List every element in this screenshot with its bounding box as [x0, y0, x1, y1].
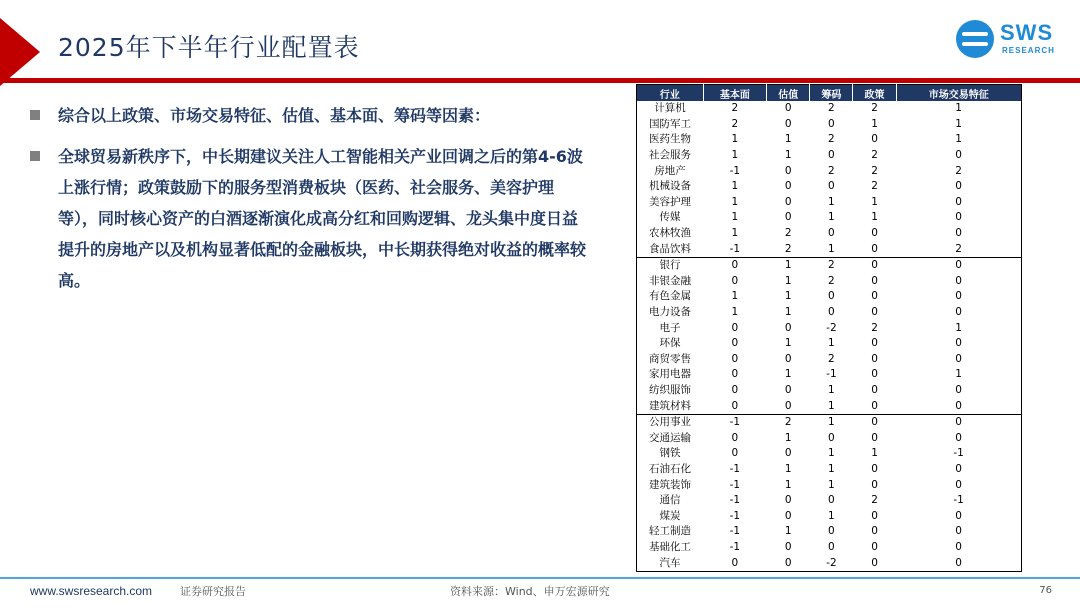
table-row: [637, 274, 1022, 290]
table-header-row: [637, 85, 1022, 102]
table-row: [637, 163, 1022, 179]
score-cell: 0: [955, 290, 962, 303]
industry-cell: 电力设备: [649, 306, 691, 319]
table-row: [637, 241, 1022, 257]
bullet-text: 综合以上政策、市场交易特征、估值、基本面、筹码等因素：: [58, 106, 491, 125]
score-cell: 2: [828, 274, 835, 287]
table-row: [637, 398, 1022, 414]
score-cell: 1: [784, 306, 792, 319]
table-row: [637, 210, 1022, 226]
score-cell: -1: [729, 509, 741, 522]
industry-cell: 社会服务: [649, 149, 691, 162]
score-cell: 0: [784, 556, 792, 569]
score-cell: 0: [955, 525, 962, 538]
score-cell: 0: [871, 290, 878, 303]
score-cell: 1: [784, 368, 792, 381]
score-cell: 0: [871, 540, 878, 553]
score-cell: 0: [784, 180, 792, 193]
table-row: [637, 320, 1022, 336]
score-cell: 0: [784, 352, 792, 365]
score-cell: 1: [731, 180, 739, 193]
table-row: [637, 477, 1022, 493]
score-cell: 0: [871, 274, 878, 287]
score-cell: 0: [955, 478, 962, 491]
sws-logo: [956, 20, 1056, 60]
score-cell: 1: [731, 290, 739, 303]
score-cell: 0: [871, 337, 878, 350]
score-cell: 1: [731, 133, 739, 146]
score-cell: 0: [784, 494, 792, 507]
table-row: [637, 289, 1022, 305]
industry-cell: 电子: [659, 321, 681, 334]
table-row: [637, 446, 1022, 462]
score-cell: 0: [896, 414, 1021, 430]
score-cell: 1: [767, 257, 810, 273]
industry-cell: 基础化工: [649, 540, 691, 553]
score-cell: 1: [828, 195, 835, 208]
score-cell: -1: [729, 242, 741, 255]
allocation-table: [636, 84, 1022, 572]
score-cell: 0: [871, 242, 878, 255]
industry-cell: 非银金融: [649, 274, 691, 287]
table-row: [637, 179, 1022, 195]
score-cell: 2: [828, 352, 835, 365]
industry-cell: 商贸零售: [649, 352, 691, 365]
industry-cell: 家用电器: [649, 368, 691, 381]
table-row: [637, 148, 1022, 164]
score-cell: 1: [955, 368, 962, 381]
score-cell: 0: [871, 133, 878, 146]
score-cell: -1: [729, 525, 741, 538]
score-cell: 0: [828, 431, 835, 444]
score-cell: 0: [871, 368, 878, 381]
page-title: 2025年下半年行业配置表: [58, 33, 360, 62]
industry-cell: 建筑装饰: [649, 478, 691, 491]
score-cell: 1: [784, 431, 792, 444]
score-cell: -2: [826, 321, 837, 334]
industry-cell: 计算机: [654, 102, 686, 115]
score-cell: 2: [731, 102, 739, 115]
score-cell: 0: [955, 195, 962, 208]
score-cell: -1: [729, 494, 741, 507]
score-cell: 0: [828, 290, 835, 303]
table-row: [637, 195, 1022, 211]
score-cell: 0: [871, 227, 878, 240]
table-row: [637, 305, 1022, 321]
score-cell: 0: [955, 227, 962, 240]
score-cell: 2: [955, 242, 962, 255]
industry-cell: 农林牧渔: [649, 227, 691, 240]
score-cell: 0: [828, 149, 835, 162]
industry-cell: 医药生物: [649, 133, 691, 146]
score-cell: -1: [729, 478, 741, 491]
industry-cell: 机械设备: [649, 180, 691, 193]
score-cell: 0: [731, 399, 739, 412]
score-cell: 2: [784, 242, 792, 255]
title-accent-shape: [0, 18, 40, 86]
score-cell: 0: [896, 257, 1021, 273]
score-cell: 1: [871, 195, 878, 208]
bullet-square-icon: [30, 110, 40, 120]
table-row: [637, 383, 1022, 399]
score-cell: 1: [828, 399, 835, 412]
bullet-square-icon: [30, 151, 40, 161]
table-row: [637, 414, 1022, 430]
score-cell: 0: [955, 556, 962, 569]
score-cell: 0: [955, 306, 962, 319]
score-cell: 0: [955, 431, 962, 444]
score-cell: 0: [828, 494, 835, 507]
industry-cell: 轻工制造: [649, 525, 691, 538]
score-cell: 1: [784, 525, 792, 538]
industry-cell: 环保: [659, 337, 681, 350]
table-row: [637, 132, 1022, 148]
table-row: [637, 101, 1022, 117]
score-cell: 1: [784, 133, 792, 146]
score-cell: 0: [871, 509, 878, 522]
title-bar: [0, 18, 1080, 78]
score-cell: 0: [871, 478, 878, 491]
score-cell: 2: [784, 227, 792, 240]
score-cell: 0: [871, 431, 878, 444]
score-cell: 2: [871, 149, 878, 162]
score-cell: 1: [828, 478, 835, 491]
score-cell: 0: [871, 306, 878, 319]
score-cell: 1: [871, 117, 878, 130]
score-cell: 2: [871, 494, 878, 507]
table-row: [637, 493, 1022, 509]
score-cell: 0: [784, 117, 792, 130]
score-cell: 0: [955, 399, 962, 412]
score-cell: 0: [784, 540, 792, 553]
score-cell: -1: [826, 368, 837, 381]
score-cell: 0: [955, 540, 962, 553]
score-cell: 2: [731, 117, 739, 130]
score-cell: -1: [729, 164, 741, 177]
score-cell: 0: [955, 274, 962, 287]
score-cell: 0: [731, 274, 739, 287]
score-cell: 1: [784, 478, 792, 491]
score-cell: -1: [729, 462, 741, 475]
score-cell: 0: [731, 447, 739, 460]
score-cell: 0: [871, 383, 878, 396]
score-cell: 0: [784, 211, 792, 224]
score-cell: 2: [767, 414, 810, 430]
industry-cell: 房地产: [654, 164, 686, 177]
table-row: [637, 540, 1022, 556]
score-cell: 0: [828, 540, 835, 553]
score-cell: -2: [826, 556, 837, 569]
score-cell: 1: [828, 242, 835, 255]
score-cell: 0: [784, 102, 792, 115]
logo-brand: SWS: [1000, 20, 1054, 45]
industry-cell: 煤炭: [659, 509, 681, 522]
score-cell: 0: [955, 509, 962, 522]
score-cell: 0: [828, 306, 835, 319]
score-cell: 0: [955, 211, 962, 224]
score-cell: 0: [784, 383, 792, 396]
table-row: [637, 336, 1022, 352]
score-cell: 0: [784, 447, 792, 460]
score-cell: 2: [828, 133, 835, 146]
industry-cell: 有色金属: [649, 290, 691, 303]
score-cell: 0: [784, 164, 792, 177]
score-cell: 1: [784, 462, 792, 475]
score-cell: 1: [810, 414, 853, 430]
score-cell: 1: [731, 211, 739, 224]
score-cell: 1: [828, 447, 835, 460]
score-cell: 0: [955, 149, 962, 162]
score-cell: 1: [955, 117, 962, 130]
score-cell: 0: [731, 556, 739, 569]
score-cell: 0: [871, 399, 878, 412]
score-cell: 0: [731, 321, 739, 334]
score-cell: 2: [871, 180, 878, 193]
score-cell: 2: [828, 164, 835, 177]
header-valuation: 估值: [767, 85, 810, 102]
industry-cell: 石油石化: [649, 462, 691, 475]
logo-mark-icon: [956, 20, 994, 58]
table-row: [637, 524, 1022, 540]
score-cell: 1: [784, 337, 792, 350]
score-cell: 2: [871, 164, 878, 177]
industry-cell: 纺织服饰: [649, 383, 691, 396]
score-cell: -1: [703, 414, 767, 430]
industry-cell: 食品饮料: [649, 242, 691, 255]
score-cell: -1: [729, 540, 741, 553]
score-cell: 1: [731, 195, 739, 208]
score-cell: 0: [871, 525, 878, 538]
score-cell: 2: [871, 321, 878, 334]
table-row: [637, 508, 1022, 524]
score-cell: 0: [784, 195, 792, 208]
score-cell: 0: [871, 352, 878, 365]
industry-cell: 美容护理: [649, 195, 691, 208]
score-cell: 0: [871, 556, 878, 569]
footer-divider: [0, 577, 1080, 579]
industry-cell: 国防军工: [649, 117, 691, 130]
score-cell: 1: [828, 211, 835, 224]
industry-allocation-table: [636, 84, 1022, 572]
score-cell: 0: [955, 180, 962, 193]
bullet-item: [30, 100, 590, 131]
score-cell: 0: [784, 509, 792, 522]
score-cell: 0: [703, 257, 767, 273]
score-cell: 1: [871, 211, 878, 224]
title-underline: [0, 78, 1080, 83]
score-cell: 2: [955, 164, 962, 177]
score-cell: 0: [871, 462, 878, 475]
score-cell: 1: [955, 102, 962, 115]
score-cell: 1: [955, 321, 962, 334]
score-cell: 0: [955, 462, 962, 475]
score-cell: 2: [810, 257, 853, 273]
table-body: [637, 101, 1022, 571]
score-cell: 0: [828, 525, 835, 538]
page-number: 76: [1039, 585, 1052, 596]
score-cell: 1: [828, 383, 835, 396]
industry-cell: 交通运输: [649, 431, 691, 444]
industry-cell: 汽车: [659, 556, 681, 569]
score-cell: 1: [731, 306, 739, 319]
bullet-text: 全球贸易新秩序下，中长期建议关注人工智能相关产业回调之后的第4-6波上涨行情；政策鼓励下的服务型消费板块（医药、社会服务、美容护理等），同时核心资产的白酒逐渐演化成高分红和回购逻辑、龙头集中度日益提升的房地产以及机构显著低配的金融板块，中长期获得绝对收益的概率较高。: [58, 147, 587, 290]
bullet-list: [30, 100, 590, 306]
score-cell: 0: [853, 257, 896, 273]
score-cell: 1: [828, 337, 835, 350]
table-row: [637, 367, 1022, 383]
score-cell: 0: [955, 352, 962, 365]
score-cell: -1: [953, 447, 964, 460]
score-cell: 0: [828, 117, 835, 130]
score-cell: 0: [731, 337, 739, 350]
header-policy: 政策: [853, 85, 896, 102]
score-cell: 1: [731, 149, 739, 162]
score-cell: 1: [731, 227, 739, 240]
footer-website-link[interactable]: www.swsresearch.com: [30, 584, 153, 598]
score-cell: 1: [871, 447, 878, 460]
header-fundamentals: 基本面: [703, 85, 767, 102]
industry-cell: 建筑材料: [649, 399, 691, 412]
score-cell: 1: [784, 274, 792, 287]
table-row: [637, 352, 1022, 368]
table-row: [637, 257, 1022, 273]
logo-subtitle: RESEARCH: [1002, 46, 1055, 55]
score-cell: 0: [784, 399, 792, 412]
score-cell: 2: [828, 102, 835, 115]
header-industry: 行业: [637, 85, 704, 102]
score-cell: 1: [784, 149, 792, 162]
header-positioning: 筹码: [810, 85, 853, 102]
score-cell: 0: [731, 352, 739, 365]
industry-cell: 公用事业: [637, 414, 704, 430]
table-row: [637, 430, 1022, 446]
score-cell: 1: [955, 133, 962, 146]
table-row: [637, 226, 1022, 242]
score-cell: 0: [784, 321, 792, 334]
score-cell: 0: [955, 337, 962, 350]
score-cell: 0: [731, 431, 739, 444]
header-trading: 市场交易特征: [896, 85, 1021, 102]
bullet-item: [30, 141, 590, 296]
table-row: [637, 555, 1022, 571]
score-cell: 2: [871, 102, 878, 115]
score-cell: 0: [828, 227, 835, 240]
score-cell: 0: [853, 414, 896, 430]
score-cell: 1: [784, 290, 792, 303]
table-row: [637, 462, 1022, 478]
footer-report-label: 证券研究报告: [180, 585, 246, 598]
industry-cell: 钢铁: [659, 447, 681, 460]
table-row: [637, 117, 1022, 133]
score-cell: 1: [828, 462, 835, 475]
score-cell: 0: [828, 180, 835, 193]
score-cell: 1: [828, 509, 835, 522]
score-cell: 0: [731, 368, 739, 381]
score-cell: 0: [955, 383, 962, 396]
industry-cell: 通信: [659, 494, 681, 507]
industry-cell: 银行: [637, 257, 704, 273]
footer-source: 资料来源：Wind、申万宏源研究: [450, 585, 610, 598]
industry-cell: 传媒: [659, 211, 681, 224]
score-cell: 0: [731, 383, 739, 396]
score-cell: -1: [953, 494, 964, 507]
